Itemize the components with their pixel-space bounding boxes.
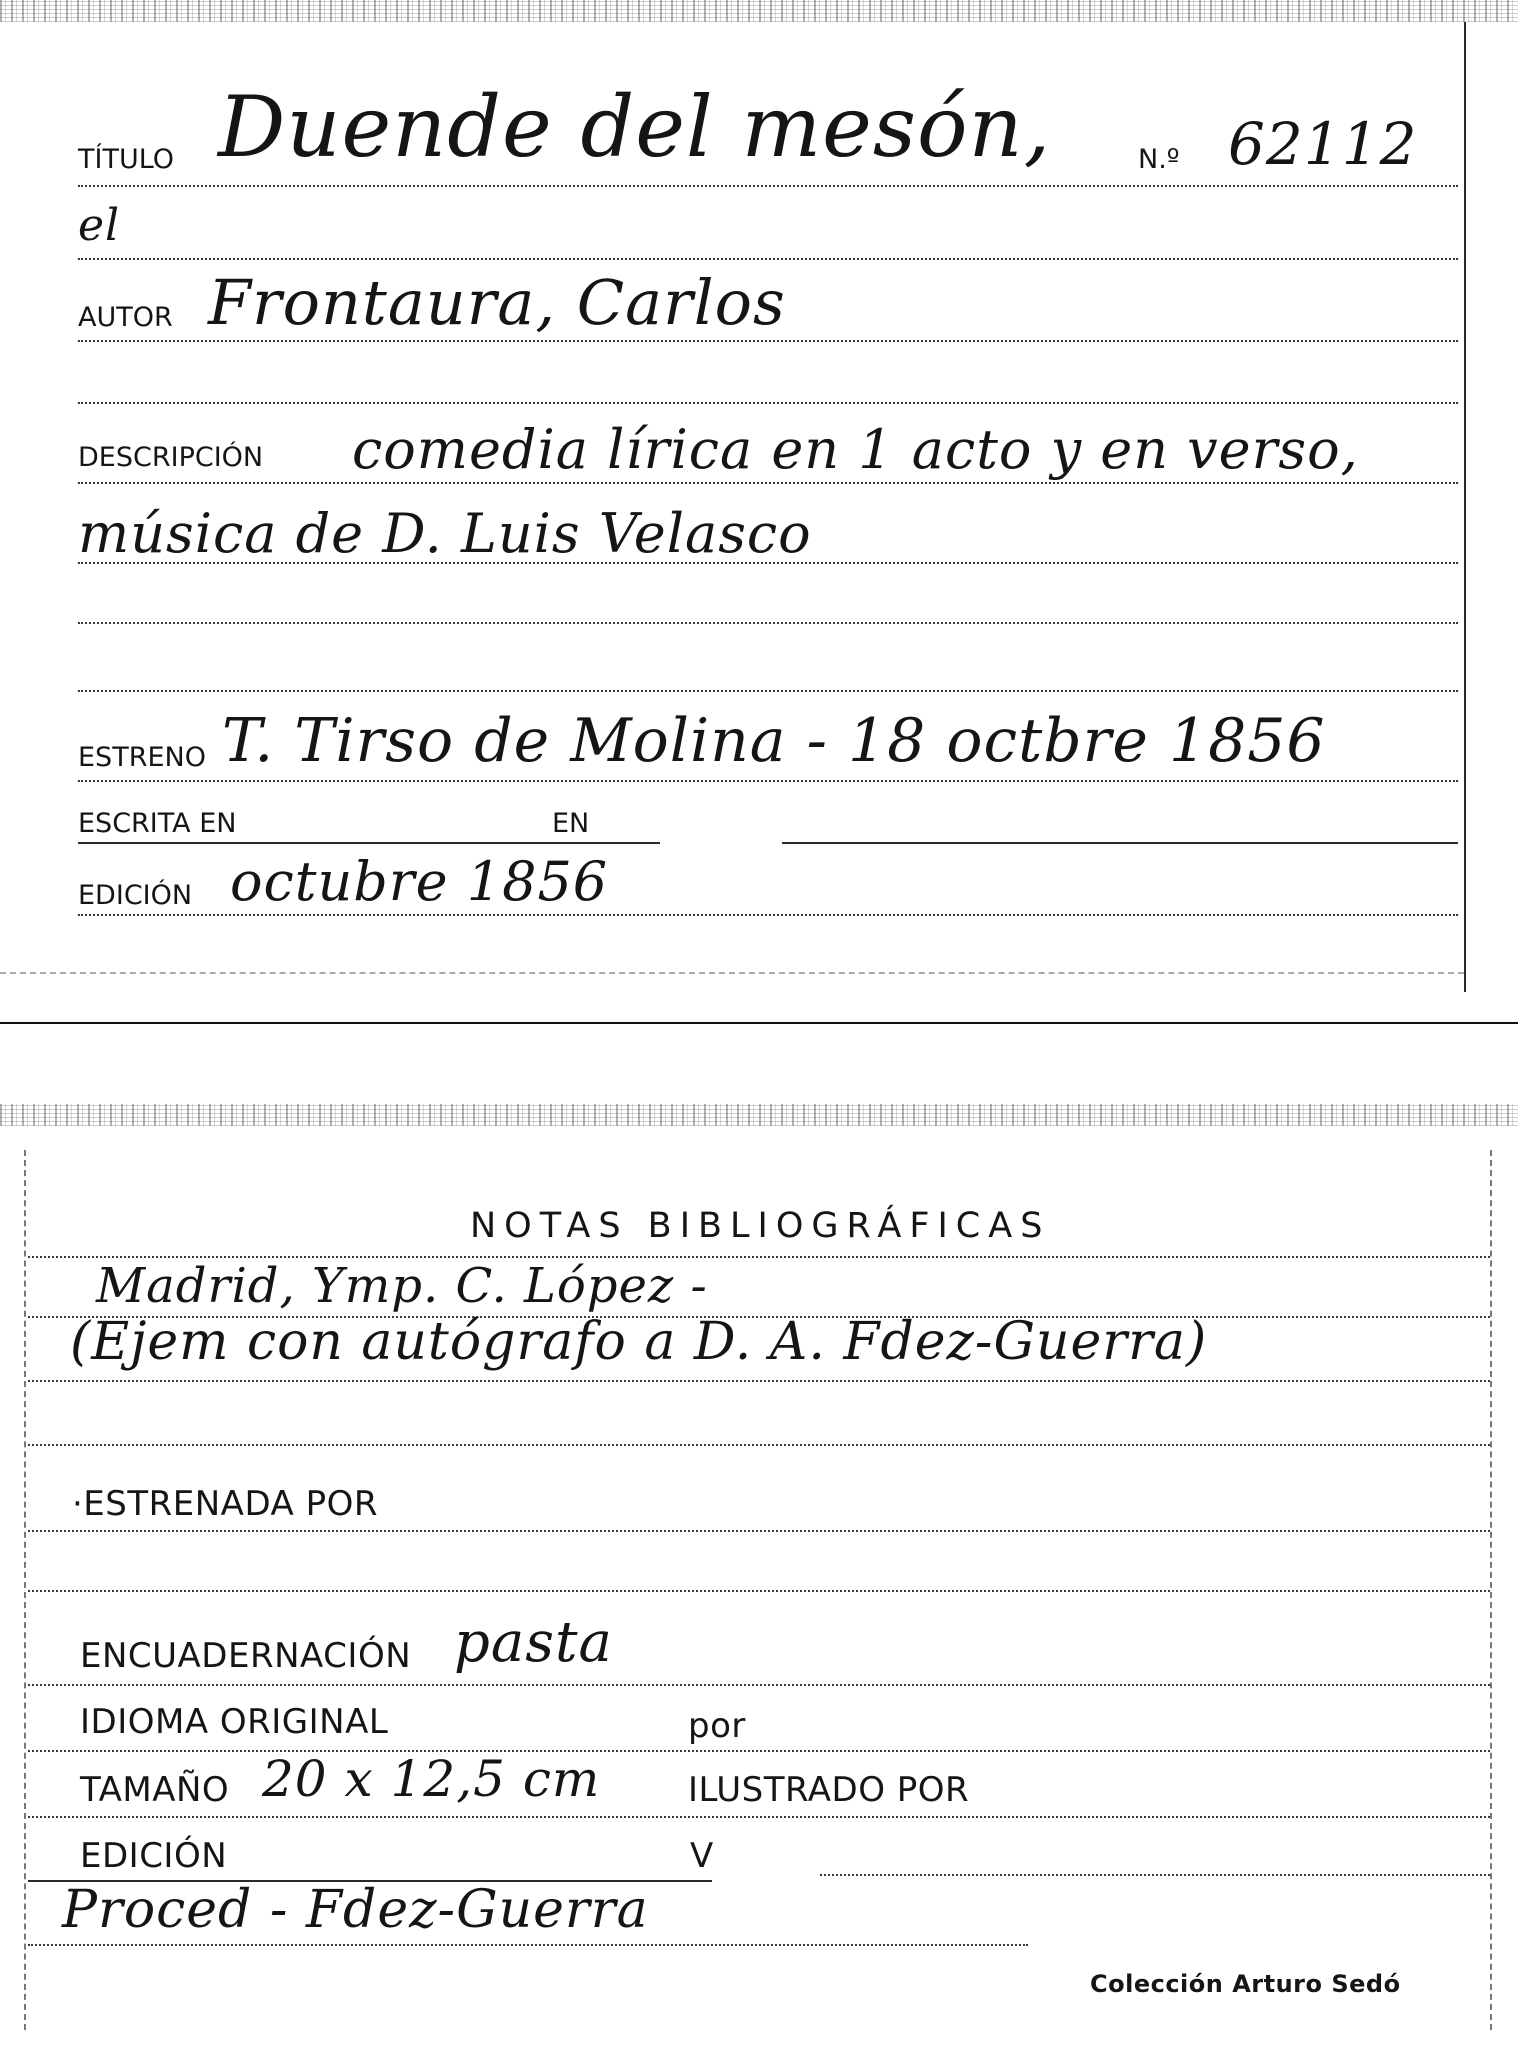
tamano-value: 20 x 12,5 cm xyxy=(262,1750,601,1808)
catalog-card-front xyxy=(0,0,1518,1000)
edicion-label: EDICIÓN xyxy=(78,880,193,911)
v-label: V xyxy=(690,1836,714,1876)
card-left-border xyxy=(24,1150,26,2030)
edicion-line xyxy=(78,914,1458,916)
notas-line-1: Madrid, Ymp. C. López - xyxy=(96,1258,708,1314)
autor-line xyxy=(78,340,1458,342)
encuadernacion-line xyxy=(28,1684,1490,1686)
catalog-card-back xyxy=(0,1090,1518,2056)
idioma-line xyxy=(28,1750,1490,1752)
encuadernacion-value: pasta xyxy=(454,1610,613,1675)
en-label: EN xyxy=(552,808,590,839)
card-bottom-dash xyxy=(0,972,1464,974)
idioma-original-label: IDIOMA ORIGINAL xyxy=(80,1702,389,1742)
descripcion-line-2: música de D. Luis Velasco xyxy=(78,502,812,565)
titulo-article: el xyxy=(78,200,121,251)
escrita-en-line-right xyxy=(782,842,1458,844)
blank-line-2 xyxy=(78,622,1458,624)
estreno-value: T. Tirso de Molina - 18 octbre 1856 xyxy=(222,706,1326,776)
blank-line-1 xyxy=(78,402,1458,404)
card-right-border xyxy=(1464,22,1466,992)
notas-line-2: (Ejem con autógrafo a D. A. Fdez-Guerra) xyxy=(70,1312,1208,1372)
notas-heading: NOTAS BIBLIOGRÁFICAS xyxy=(470,1206,1051,1246)
escrita-en-line xyxy=(78,842,660,844)
card-separator xyxy=(0,1022,1518,1024)
estreno-line xyxy=(78,780,1458,782)
notas-blank-line xyxy=(28,1444,1490,1446)
autor-label: AUTOR xyxy=(78,302,173,333)
procedencia-line xyxy=(28,1944,1028,1946)
article-line xyxy=(78,258,1458,260)
card-top-edge-back xyxy=(0,1104,1518,1126)
descripcion-label: DESCRIPCIÓN xyxy=(78,442,264,473)
encuadernacion-label: ENCUADERNACIÓN xyxy=(80,1636,412,1676)
ilustrado-por-label: ILUSTRADO POR xyxy=(688,1770,970,1810)
card-right-border-back xyxy=(1490,1150,1492,2030)
edicion-back-label: EDICIÓN xyxy=(80,1836,228,1876)
numero-value: 62112 xyxy=(1228,110,1418,178)
descripcion-line-1-rule xyxy=(78,482,1458,484)
estrenada-por-label: ·ESTRENADA POR xyxy=(72,1484,378,1524)
titulo-label: TÍTULO xyxy=(78,144,175,175)
edicion-value: octubre 1856 xyxy=(230,850,609,913)
notas-line-2-rule xyxy=(28,1380,1490,1382)
blank-line-3 xyxy=(78,690,1458,692)
tamano-label: TAMAÑO xyxy=(80,1770,230,1810)
card-top-edge xyxy=(0,0,1518,22)
procedencia-value: Proced - Fdez-Guerra xyxy=(62,1880,649,1940)
blank-line-back xyxy=(28,1590,1490,1592)
collection-credit: Colección Arturo Sedó xyxy=(1090,1970,1401,1998)
autor-value: Frontaura, Carlos xyxy=(208,266,786,339)
titulo-line xyxy=(78,185,1458,187)
estreno-label: ESTRENO xyxy=(78,742,206,773)
escrita-en-label: ESCRITA EN xyxy=(78,808,237,839)
descripcion-line-2-rule xyxy=(78,562,1458,564)
tamano-line xyxy=(28,1816,1490,1818)
titulo-value: Duende del mesón, xyxy=(218,78,1052,176)
por-label: por xyxy=(688,1706,746,1746)
estrenada-por-line xyxy=(28,1530,1490,1532)
numero-label: N.º xyxy=(1138,144,1180,175)
descripcion-line-1: comedia lírica en 1 acto y en verso, xyxy=(352,418,1359,481)
edicion-back-line-right xyxy=(820,1874,1490,1876)
